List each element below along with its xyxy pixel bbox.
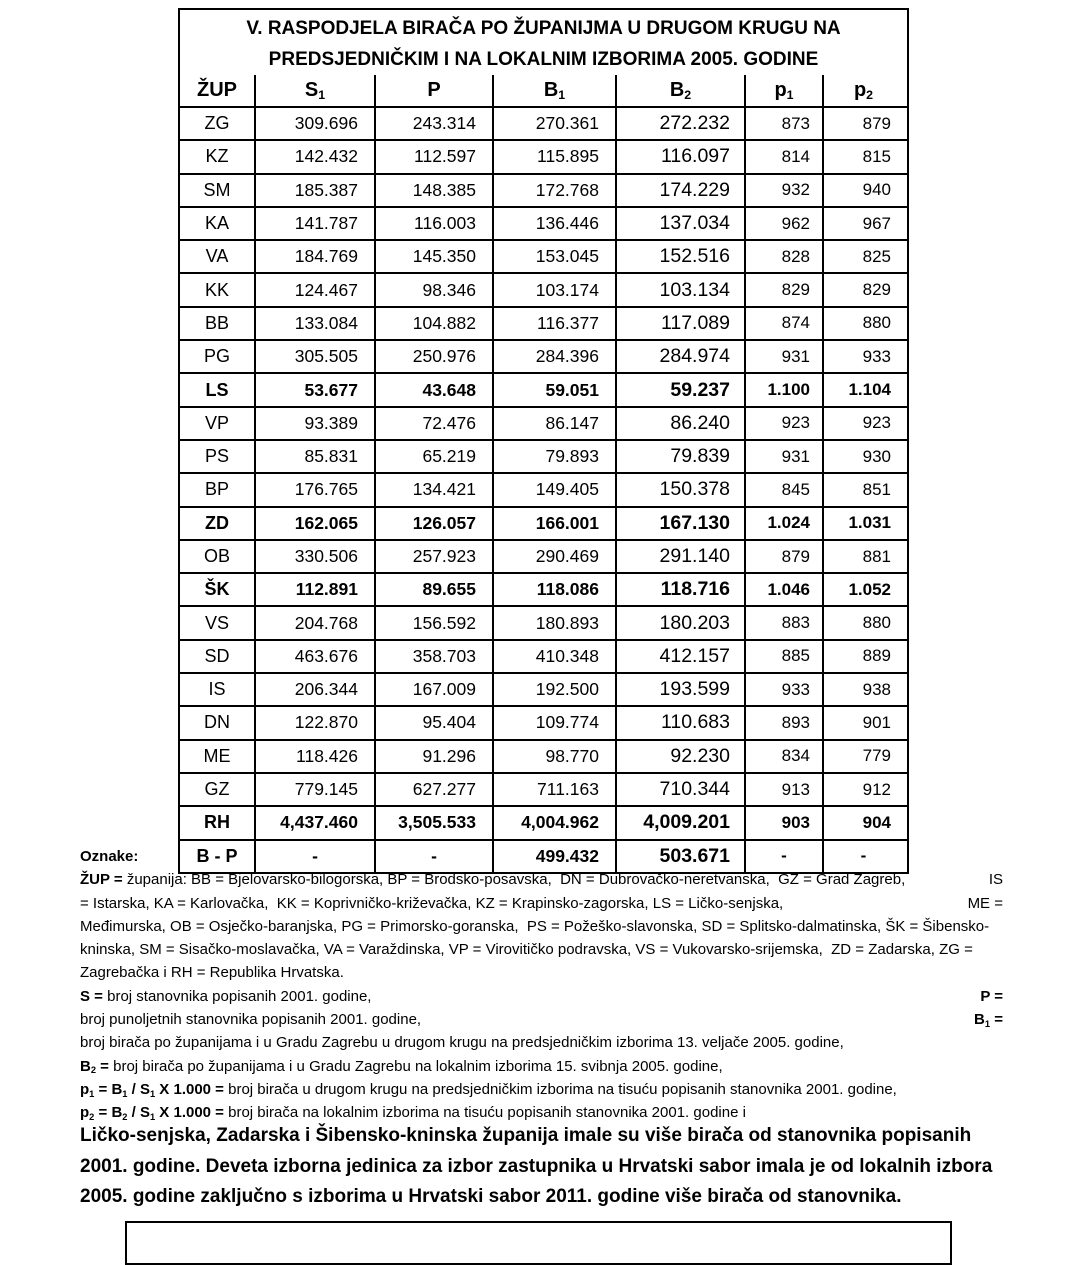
cell-p2: 881 bbox=[822, 541, 903, 572]
cell-p2: 933 bbox=[822, 341, 903, 372]
cell-p2: 904 bbox=[822, 807, 903, 838]
cell-p1: 814 bbox=[744, 141, 822, 172]
column-header: S1 bbox=[254, 75, 374, 106]
cell-p1: 903 bbox=[744, 807, 822, 838]
table-row bbox=[180, 739, 907, 772]
table-body bbox=[180, 106, 907, 872]
cell-s1: 463.676 bbox=[254, 641, 374, 672]
footnote-line: p1 = B1 / S1 X 1.000 = broj birača u drugom krugu na predsjedničkim izborima na tisuću popisanih stanovnika 2001. godine, bbox=[80, 1080, 897, 1099]
cell-p1: 879 bbox=[744, 541, 822, 572]
cell-p2: 825 bbox=[822, 241, 903, 272]
county-code-cell: IS bbox=[208, 679, 226, 700]
cell-p: 91.296 bbox=[374, 741, 492, 772]
column-header: P bbox=[374, 75, 492, 106]
cell-b1: 79.893 bbox=[492, 441, 615, 472]
column-header: B2 bbox=[615, 75, 744, 106]
cell-b2: 152.516 bbox=[615, 241, 744, 272]
cell-b2: 284.974 bbox=[615, 341, 744, 372]
cell-p2: 889 bbox=[822, 641, 903, 672]
cell-s1: 162.065 bbox=[254, 508, 374, 539]
cell-p1: 1.024 bbox=[744, 508, 822, 539]
table-row bbox=[180, 572, 907, 605]
cell-p: 167.009 bbox=[374, 674, 492, 705]
cell-s1: 133.084 bbox=[254, 308, 374, 339]
table-row bbox=[180, 306, 907, 339]
county-code-cell: SM bbox=[203, 179, 231, 200]
cell-p2: 1.052 bbox=[822, 574, 903, 605]
cell-p: 148.385 bbox=[374, 175, 492, 206]
cell-s1: 93.389 bbox=[254, 408, 374, 439]
cell-b2: 116.097 bbox=[615, 141, 744, 172]
cell-p2: 851 bbox=[822, 474, 903, 505]
cell-p1: 874 bbox=[744, 308, 822, 339]
cell-p: 3,505.533 bbox=[374, 807, 492, 838]
cell-p: 156.592 bbox=[374, 607, 492, 638]
table-row bbox=[180, 605, 907, 638]
cell-p1: 932 bbox=[744, 175, 822, 206]
cell-p1: 834 bbox=[744, 741, 822, 772]
cell-s1: 779.145 bbox=[254, 774, 374, 805]
cell-p1: 931 bbox=[744, 341, 822, 372]
footnote-line: = Istarska, KA = Karlovačka, KK = Koprivničko-križevačka, KZ = Krapinsko-zagorska, LS = Ličko-senjska, ME = bbox=[80, 894, 1003, 912]
cell-s1: 112.891 bbox=[254, 574, 374, 605]
cell-p1: 962 bbox=[744, 208, 822, 239]
column-header: p1 bbox=[744, 75, 822, 106]
footnote-line: Međimurska, OB = Osječko-baranjska, PG = Primorsko-goranska, PS = Požeško-slavonska, SD = Splitsko-dalmatinska, ŠK = Šibensko- bbox=[80, 917, 990, 935]
cell-p: 243.314 bbox=[374, 108, 492, 139]
cell-s1: 330.506 bbox=[254, 541, 374, 572]
table-row bbox=[180, 406, 907, 439]
cell-p2: 880 bbox=[822, 308, 903, 339]
table-row bbox=[180, 272, 907, 305]
cell-p: 145.350 bbox=[374, 241, 492, 272]
cell-p1: - bbox=[744, 841, 822, 872]
cell-p: 65.219 bbox=[374, 441, 492, 472]
next-table-partial-box bbox=[125, 1221, 952, 1265]
cell-b2: 86.240 bbox=[615, 408, 744, 439]
cell-b1: 192.500 bbox=[492, 674, 615, 705]
cell-p: 98.346 bbox=[374, 274, 492, 305]
cell-b2: 4,009.201 bbox=[615, 807, 744, 838]
column-header: p2 bbox=[822, 75, 903, 106]
cell-p1: 933 bbox=[744, 674, 822, 705]
cell-b1: 180.893 bbox=[492, 607, 615, 638]
cell-s1: 184.769 bbox=[254, 241, 374, 272]
footnote-line: Oznake: bbox=[80, 848, 139, 865]
cell-p: 116.003 bbox=[374, 208, 492, 239]
cell-b1: 153.045 bbox=[492, 241, 615, 272]
column-header: B1 bbox=[492, 75, 615, 106]
cell-b2: 291.140 bbox=[615, 541, 744, 572]
cell-b2: 167.130 bbox=[615, 508, 744, 539]
cell-p: 627.277 bbox=[374, 774, 492, 805]
county-code-cell: RH bbox=[204, 812, 230, 833]
table-row bbox=[180, 239, 907, 272]
table-row bbox=[180, 672, 907, 705]
county-code-cell: ZD bbox=[205, 512, 229, 533]
cell-p2: 880 bbox=[822, 607, 903, 638]
cell-b1: 59.051 bbox=[492, 374, 615, 405]
cell-b2: 118.716 bbox=[615, 574, 744, 605]
table-row bbox=[180, 206, 907, 239]
county-code-cell: ZG bbox=[204, 113, 230, 134]
table-row bbox=[180, 339, 907, 372]
cell-p: 112.597 bbox=[374, 141, 492, 172]
cell-p1: 873 bbox=[744, 108, 822, 139]
cell-b2: 193.599 bbox=[615, 674, 744, 705]
cell-p: 72.476 bbox=[374, 408, 492, 439]
table-title-line2: PREDSJEDNIČKIM I NA LOKALNIM IZBORIMA 2005. GODINE bbox=[268, 49, 819, 70]
cell-p1: 1.100 bbox=[744, 374, 822, 405]
cell-p1: 923 bbox=[744, 408, 822, 439]
cell-b1: 410.348 bbox=[492, 641, 615, 672]
cell-b2: 150.378 bbox=[615, 474, 744, 505]
cell-b1: 172.768 bbox=[492, 175, 615, 206]
cell-b1: 711.163 bbox=[492, 774, 615, 805]
county-code-cell: ŠK bbox=[204, 579, 230, 600]
cell-p: 250.976 bbox=[374, 341, 492, 372]
cell-p1: 828 bbox=[744, 241, 822, 272]
cell-p2: 779 bbox=[822, 741, 903, 772]
cell-p2: 1.031 bbox=[822, 508, 903, 539]
cell-b2: 503.671 bbox=[615, 841, 744, 872]
cell-p2: 815 bbox=[822, 141, 903, 172]
cell-b1: 270.361 bbox=[492, 108, 615, 139]
county-code-cell: KA bbox=[204, 213, 229, 234]
cell-p2: 1.104 bbox=[822, 374, 903, 405]
cell-p2: 940 bbox=[822, 175, 903, 206]
cell-b1: 98.770 bbox=[492, 741, 615, 772]
cell-b2: 117.089 bbox=[615, 308, 744, 339]
cell-s1: 176.765 bbox=[254, 474, 374, 505]
table-header-row bbox=[180, 75, 907, 106]
table-row bbox=[180, 705, 907, 738]
cell-p: 358.703 bbox=[374, 641, 492, 672]
cell-b2: 103.134 bbox=[615, 274, 744, 305]
table-row bbox=[180, 639, 907, 672]
conclusion-text bbox=[80, 1121, 1030, 1213]
footnote-line: B2 = broj birača po županijama i u Gradu Zagrebu na lokalnim izborima 15. svibnja 2005. godine, bbox=[80, 1057, 723, 1076]
cell-s1: 124.467 bbox=[254, 274, 374, 305]
cell-s1: 206.344 bbox=[254, 674, 374, 705]
footnotes-block bbox=[80, 845, 1003, 1125]
cell-b2: 59.237 bbox=[615, 374, 744, 405]
cell-p2: 967 bbox=[822, 208, 903, 239]
cell-b1: 116.377 bbox=[492, 308, 615, 339]
cell-p: 134.421 bbox=[374, 474, 492, 505]
county-code-cell: KK bbox=[204, 279, 229, 300]
county-code-cell: LS bbox=[205, 379, 229, 400]
cell-p1: 1.046 bbox=[744, 574, 822, 605]
election-table bbox=[178, 8, 909, 874]
cell-b1: 103.174 bbox=[492, 274, 615, 305]
cell-p2: 912 bbox=[822, 774, 903, 805]
table-row bbox=[180, 173, 907, 206]
cell-b1: 115.895 bbox=[492, 141, 615, 172]
cell-b2: 79.839 bbox=[615, 441, 744, 472]
cell-p2: 930 bbox=[822, 441, 903, 472]
cell-b1: 136.446 bbox=[492, 208, 615, 239]
county-code-cell: BB bbox=[204, 312, 229, 333]
cell-s1: 4,437.460 bbox=[254, 807, 374, 838]
cell-p: 95.404 bbox=[374, 707, 492, 738]
table-row bbox=[180, 472, 907, 505]
cell-b1: 499.432 bbox=[492, 841, 615, 872]
cell-p: 257.923 bbox=[374, 541, 492, 572]
cell-p1: 931 bbox=[744, 441, 822, 472]
county-code-cell: OB bbox=[203, 546, 230, 566]
conclusion-line: 2001. godine. Deveta izborna jedinica za izbor zastupnika u Hrvatski sabor imala je od lokalnih izbora bbox=[80, 1155, 993, 1177]
county-code-cell: B - P bbox=[196, 845, 238, 866]
cell-s1: 53.677 bbox=[254, 374, 374, 405]
cell-p1: 845 bbox=[744, 474, 822, 505]
cell-p: 43.648 bbox=[374, 374, 492, 405]
cell-b2: 137.034 bbox=[615, 208, 744, 239]
county-code-cell: DN bbox=[204, 712, 230, 733]
county-code-cell: VP bbox=[204, 412, 229, 433]
footnote-line: p2 = B2 / S1 X 1.000 = broj birača na lokalnim izborima na tisuću popisanih stanovnika 2001. godine i bbox=[80, 1104, 746, 1122]
cell-s1: 309.696 bbox=[254, 108, 374, 139]
cell-b1: 166.001 bbox=[492, 508, 615, 539]
conclusion-line: 2005. godine zaključno s izborima u Hrvatski sabor 2011. godine više birača od stanovnika. bbox=[80, 1186, 902, 1207]
cell-p1: 829 bbox=[744, 274, 822, 305]
table-row bbox=[180, 506, 907, 539]
table-row bbox=[180, 439, 907, 472]
cell-s1: 142.432 bbox=[254, 141, 374, 172]
cell-p: 89.655 bbox=[374, 574, 492, 605]
table-title-line1: V. RASPODJELA BIRAČA PO ŽUPANIJMA U DRUGOM KRUGU NA bbox=[246, 18, 841, 39]
cell-b1: 118.086 bbox=[492, 574, 615, 605]
county-code-cell: ME bbox=[203, 745, 231, 766]
cell-b1: 4,004.962 bbox=[492, 807, 615, 838]
footnote-line: kninska, SM = Sisačko-moslavačka, VA = Varaždinska, VP = Virovitičko podravska, VS = Vukovarsko-srijemska, ZD = Zadarska, ZG = bbox=[80, 941, 973, 959]
footnote-line: broj punoljetnih stanovnika popisanih 2001. godine, B1 = bbox=[80, 1011, 1003, 1029]
cell-p2: 879 bbox=[822, 108, 903, 139]
footnote-line: ŽUP = županija: BB = Bjelovarsko-bilogorska, BP = Brodsko-posavska, DN = Dubrovačko-neretvanska, GZ = Grad Zagreb, IS bbox=[80, 871, 1003, 889]
county-code-cell: PS bbox=[204, 446, 229, 467]
cell-s1: 85.831 bbox=[254, 441, 374, 472]
county-code-cell: KZ bbox=[205, 146, 229, 167]
table-row bbox=[180, 372, 907, 405]
cell-b1: 284.396 bbox=[492, 341, 615, 372]
cell-b2: 180.203 bbox=[615, 607, 744, 638]
cell-b2: 272.232 bbox=[615, 108, 744, 139]
table-row bbox=[180, 539, 907, 572]
cell-p2: - bbox=[822, 841, 903, 872]
cell-p2: 901 bbox=[822, 707, 903, 738]
cell-p1: 883 bbox=[744, 607, 822, 638]
cell-s1: 118.426 bbox=[254, 741, 374, 772]
cell-s1: 305.505 bbox=[254, 341, 374, 372]
cell-b2: 174.229 bbox=[615, 175, 744, 206]
table-row bbox=[180, 805, 907, 838]
footnote-line: broj birača po županijama i u Gradu Zagrebu u drugom krugu na predsjedničkim izborima 13. veljače 2005. godine, bbox=[80, 1034, 844, 1052]
cell-b2: 710.344 bbox=[615, 774, 744, 805]
cell-b1: 109.774 bbox=[492, 707, 615, 738]
cell-s1: - bbox=[254, 841, 374, 872]
county-code-cell: BP bbox=[204, 479, 229, 500]
table-row bbox=[180, 139, 907, 172]
cell-b1: 86.147 bbox=[492, 408, 615, 439]
cell-b2: 110.683 bbox=[615, 707, 744, 738]
cell-s1: 185.387 bbox=[254, 175, 374, 206]
column-header: ŽUP bbox=[197, 79, 237, 101]
cell-p: - bbox=[374, 841, 492, 872]
cell-p2: 923 bbox=[822, 408, 903, 439]
cell-p1: 885 bbox=[744, 641, 822, 672]
footnote-line: Zagrebačka i RH = Republika Hrvatska. bbox=[80, 964, 344, 982]
cell-p2: 938 bbox=[822, 674, 903, 705]
county-code-cell: GZ bbox=[204, 779, 230, 800]
footnote-line: S = broj stanovnika popisanih 2001. godine, P = bbox=[80, 987, 1003, 1005]
table-title bbox=[180, 10, 907, 75]
table-row bbox=[180, 772, 907, 805]
cell-p1: 893 bbox=[744, 707, 822, 738]
cell-p: 104.882 bbox=[374, 308, 492, 339]
cell-b2: 92.230 bbox=[615, 741, 744, 772]
conclusion-line: Ličko-senjska, Zadarska i Šibensko-kninska županija imale su više birača od stanovnika popisanih bbox=[80, 1125, 972, 1146]
cell-s1: 122.870 bbox=[254, 707, 374, 738]
county-code-cell: VS bbox=[204, 612, 229, 633]
cell-b1: 290.469 bbox=[492, 541, 615, 572]
county-code-cell: PG bbox=[203, 346, 230, 367]
cell-s1: 204.768 bbox=[254, 607, 374, 638]
cell-b1: 149.405 bbox=[492, 474, 615, 505]
county-code-cell: VA bbox=[205, 246, 229, 267]
county-code-cell: SD bbox=[204, 645, 230, 666]
cell-s1: 141.787 bbox=[254, 208, 374, 239]
cell-p: 126.057 bbox=[374, 508, 492, 539]
cell-p1: 913 bbox=[744, 774, 822, 805]
cell-b2: 412.157 bbox=[615, 641, 744, 672]
cell-p2: 829 bbox=[822, 274, 903, 305]
table-row bbox=[180, 106, 907, 139]
